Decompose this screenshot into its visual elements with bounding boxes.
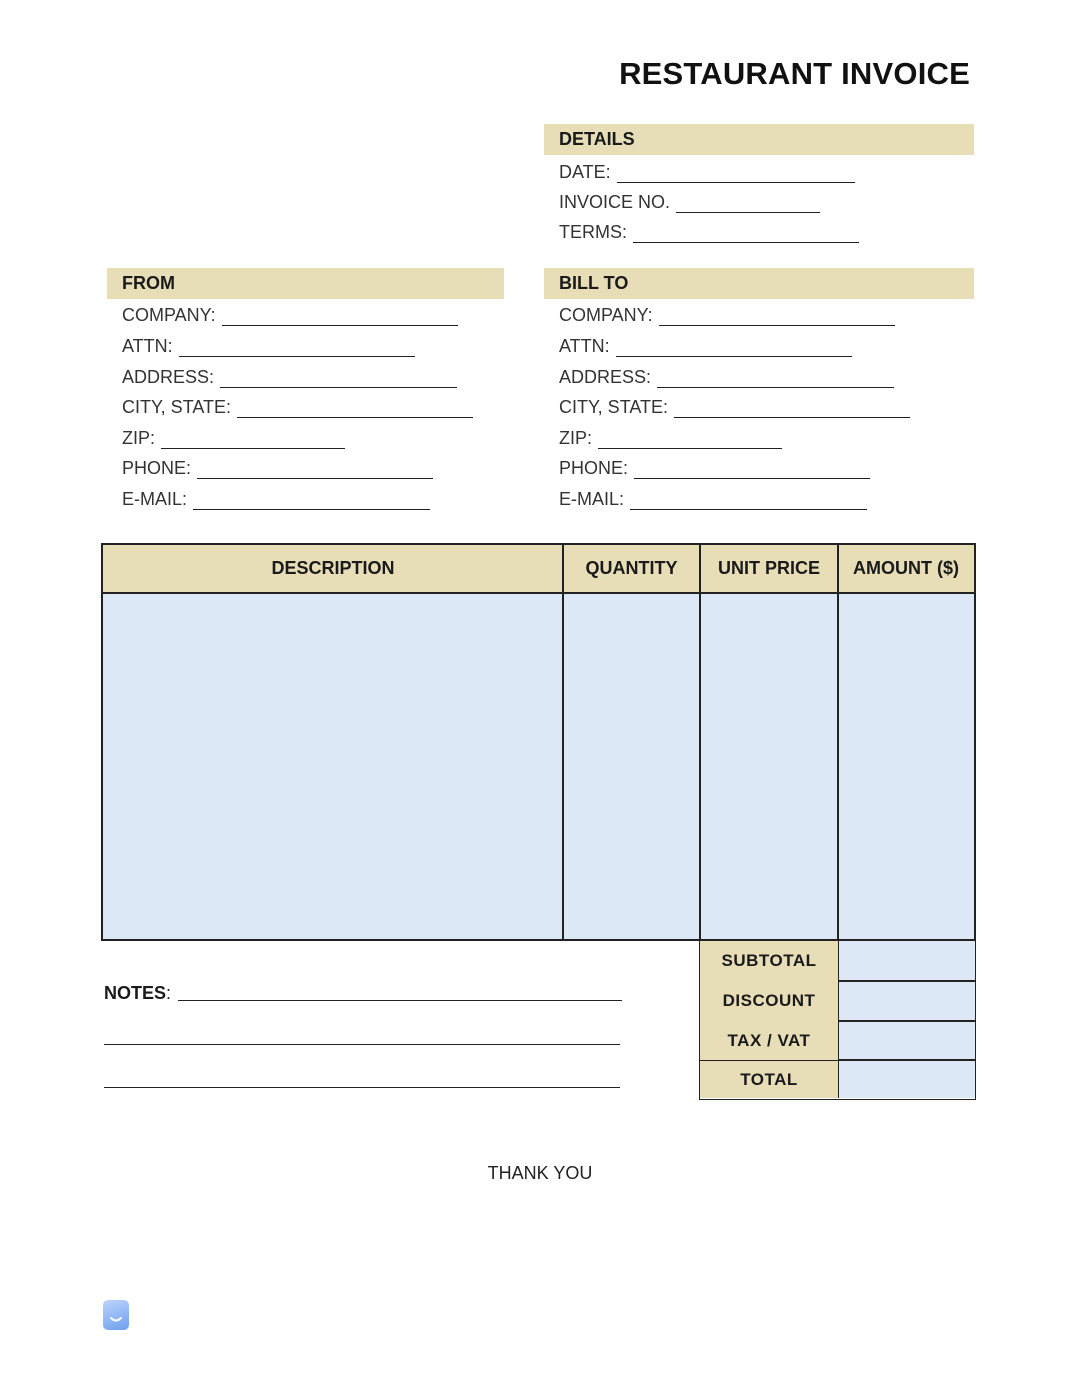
bill-to-heading: BILL TO: [544, 268, 974, 299]
notes-line-2[interactable]: [104, 1044, 620, 1045]
bill-to-address-label: ADDRESS:: [559, 367, 652, 387]
from-company-field[interactable]: [122, 304, 458, 326]
column-header-unit-price: UNIT PRICE: [700, 545, 838, 594]
invoice-no-label: INVOICE NO.: [559, 192, 671, 212]
date-input-line[interactable]: [617, 164, 855, 183]
thank-you-text: THANK YOU: [487, 1163, 593, 1183]
column-divider: [837, 545, 839, 939]
bill-to-city-state-input-line[interactable]: [674, 399, 910, 418]
smile-icon: [103, 1300, 129, 1330]
bill-to-phone-label: PHONE:: [559, 458, 629, 478]
amount-column-cells[interactable]: [838, 594, 974, 939]
from-email-label: E-MAIL:: [122, 489, 188, 509]
column-header-description: DESCRIPTION: [103, 545, 563, 594]
bill-to-attn-input-line[interactable]: [616, 338, 852, 357]
subtotal-value[interactable]: [838, 941, 975, 981]
items-table: [101, 543, 976, 941]
invoice-title: RESTAURANT INVOICE: [619, 56, 970, 91]
bill-to-company-input-line[interactable]: [659, 307, 895, 326]
bill-to-email-label: E-MAIL:: [559, 489, 625, 509]
notes-label-colon: :: [166, 983, 172, 1003]
column-header-amount: AMOUNT ($): [838, 545, 974, 594]
bill-to-company-label: COMPANY:: [559, 305, 653, 325]
terms-field[interactable]: [559, 221, 859, 243]
subtotal-label: SUBTOTAL: [700, 941, 838, 981]
bill-to-zip-input-line[interactable]: [598, 430, 782, 449]
from-company-label: COMPANY:: [122, 305, 216, 325]
bill-to-email-input-line[interactable]: [630, 491, 867, 510]
invoice-no-field[interactable]: [559, 191, 820, 213]
discount-label: DISCOUNT: [700, 981, 838, 1021]
from-address-label: ADDRESS:: [122, 367, 215, 387]
column-header-quantity: QUANTITY: [563, 545, 700, 594]
from-attn-input-line[interactable]: [179, 338, 415, 357]
from-phone-field[interactable]: [122, 457, 433, 479]
from-address-input-line[interactable]: [220, 369, 457, 388]
bill-to-address-input-line[interactable]: [657, 369, 894, 388]
from-city-state-label: CITY, STATE:: [122, 397, 232, 417]
notes-line-3[interactable]: [104, 1087, 620, 1088]
bill-to-phone-field[interactable]: [559, 457, 870, 479]
bill-to-city-state-field[interactable]: [559, 396, 910, 418]
from-address-field[interactable]: [122, 366, 457, 388]
tax-vat-value[interactable]: [838, 1021, 975, 1060]
terms-label: TERMS:: [559, 222, 628, 242]
column-divider: [562, 545, 564, 939]
from-email-input-line[interactable]: [193, 491, 430, 510]
from-zip-label: ZIP:: [122, 428, 156, 448]
bill-to-address-field[interactable]: [559, 366, 894, 388]
from-phone-label: PHONE:: [122, 458, 192, 478]
notes-line-1[interactable]: [178, 1000, 622, 1001]
from-company-input-line[interactable]: [222, 307, 458, 326]
bill-to-company-field[interactable]: [559, 304, 895, 326]
total-label: TOTAL: [700, 1060, 838, 1098]
bill-to-email-field[interactable]: [559, 488, 867, 510]
description-column-cells[interactable]: [103, 594, 563, 939]
discount-value[interactable]: [838, 981, 975, 1021]
from-attn-label: ATTN:: [122, 336, 173, 356]
unit-price-column-cells[interactable]: [700, 594, 838, 939]
row-divider: [838, 1020, 975, 1022]
row-divider: [838, 1059, 975, 1061]
column-divider: [699, 545, 701, 939]
from-email-field[interactable]: [122, 488, 430, 510]
date-field[interactable]: [559, 161, 855, 183]
notes-label: [104, 983, 171, 1004]
from-heading: FROM: [107, 268, 504, 299]
quantity-column-cells[interactable]: [563, 594, 700, 939]
bill-to-attn-label: ATTN:: [559, 336, 610, 356]
from-phone-input-line[interactable]: [197, 460, 433, 479]
row-divider: [838, 980, 975, 982]
terms-input-line[interactable]: [633, 224, 859, 243]
notes-label-text: NOTES: [104, 983, 167, 1003]
total-value[interactable]: [838, 1060, 975, 1098]
date-label: DATE:: [559, 162, 611, 182]
from-attn-field[interactable]: [122, 335, 415, 357]
from-zip-field[interactable]: [122, 427, 345, 449]
invoice-no-input-line[interactable]: [676, 194, 820, 213]
tax-vat-label: TAX / VAT: [700, 1021, 838, 1060]
from-zip-input-line[interactable]: [161, 430, 345, 449]
bill-to-attn-field[interactable]: [559, 335, 852, 357]
totals-table: [699, 941, 976, 1100]
brand-logo-icon: [103, 1300, 129, 1330]
from-city-state-input-line[interactable]: [237, 399, 473, 418]
bill-to-city-state-label: CITY, STATE:: [559, 397, 669, 417]
bill-to-phone-input-line[interactable]: [634, 460, 870, 479]
details-heading: DETAILS: [544, 124, 974, 155]
bill-to-zip-label: ZIP:: [559, 428, 593, 448]
from-city-state-field[interactable]: [122, 396, 473, 418]
bill-to-zip-field[interactable]: [559, 427, 782, 449]
